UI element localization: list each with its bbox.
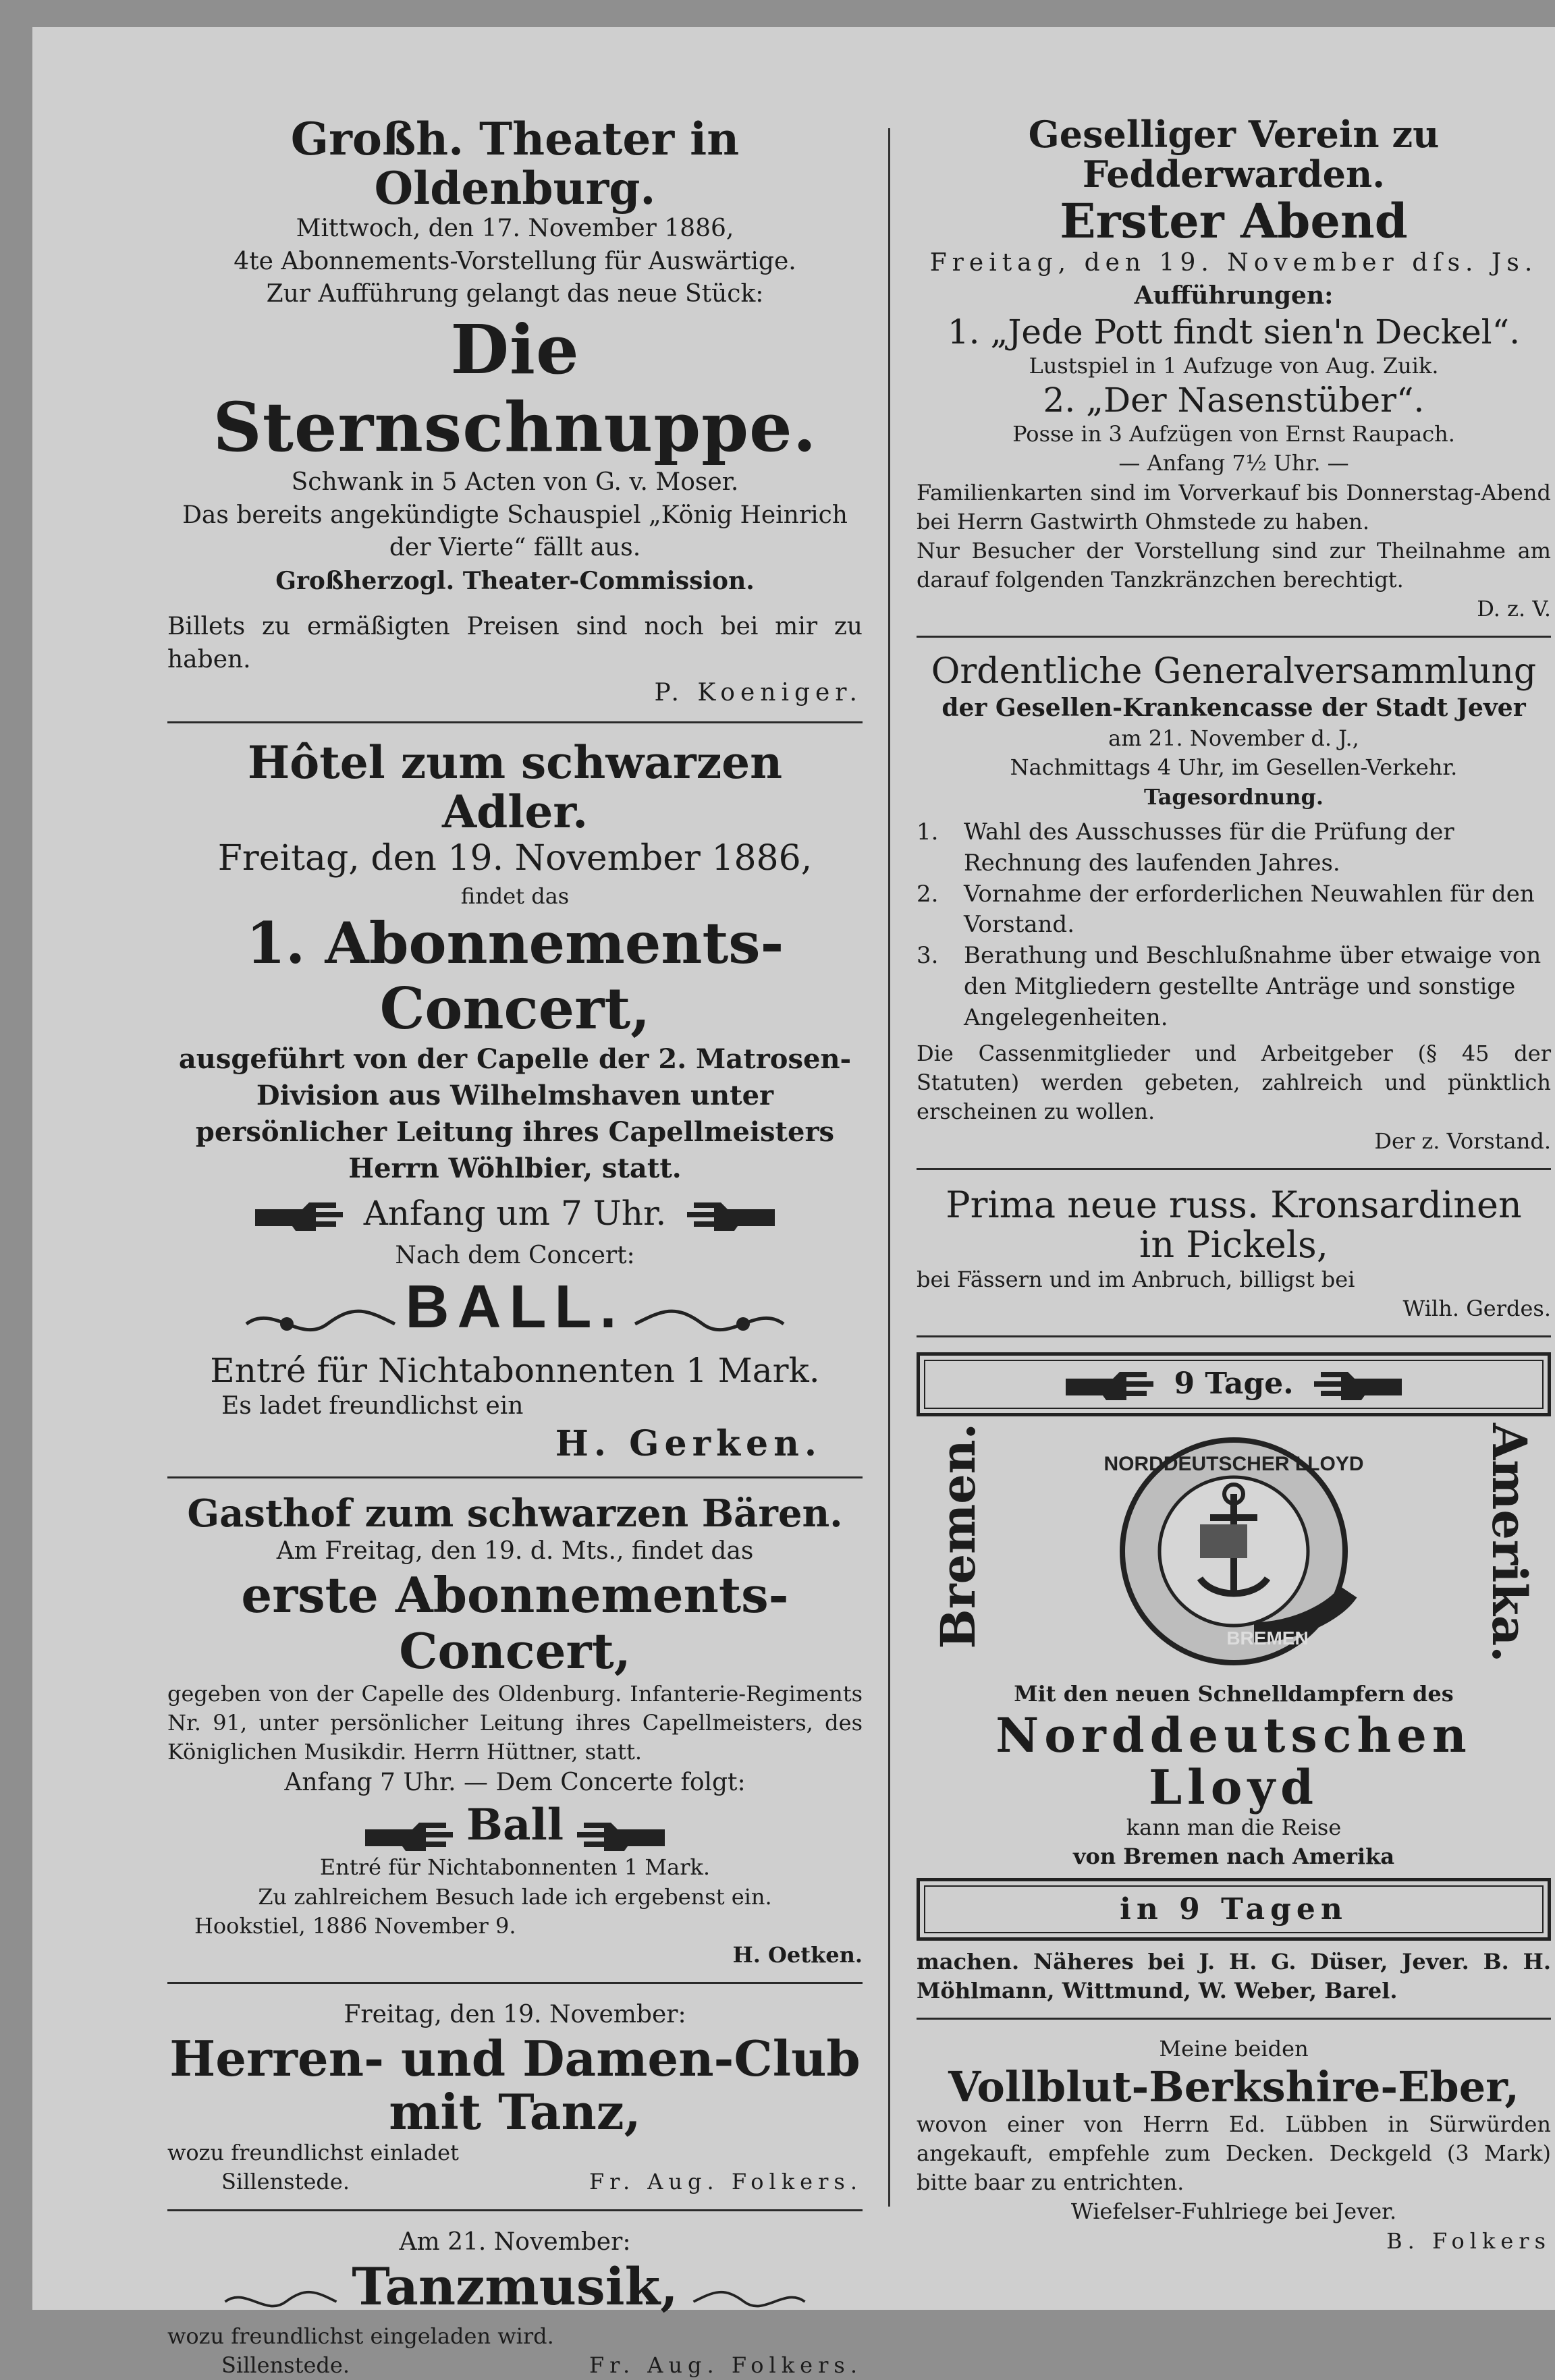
ad-line: Zur Aufführung gelangt das neue Stück:	[266, 280, 764, 308]
ad-line: findet das	[460, 883, 570, 909]
ad-line: Nach dem Concert:	[395, 1242, 635, 1270]
ad-sign: Fr. Aug. Folkers.	[589, 2352, 863, 2378]
norddeutscher-lloyd-seal-icon	[1099, 1430, 1369, 1673]
column-divider	[888, 128, 890, 2207]
ad-date: Am 21. November:	[399, 2227, 631, 2256]
ad-baeren	[167, 1493, 863, 1970]
ad-title: Geselliger Verein zu Fedderwarden.	[1028, 113, 1440, 196]
ad-text: kann man die Reise	[1126, 1814, 1342, 1840]
ad-sardinen	[917, 1185, 1551, 1323]
ad-invite: Es ladet freundlichst ein	[221, 1392, 524, 1420]
agenda-text: Vornahme der erforderlichen Neuwahlen für den Vorstand.	[964, 880, 1535, 939]
ad-place: Sillenstede.	[221, 2169, 350, 2195]
ad-text: Nur Besucher der Vorstellung sind zur Theilnahme am darauf folgenden Tanzkränzchen berechtigt.	[917, 537, 1551, 593]
ad-sign: B. Folkers	[1386, 2227, 1551, 2254]
divider	[167, 1476, 863, 1478]
divider	[167, 721, 863, 723]
ad-line: Anfang 7 Uhr. — Dem Concerte folgt:	[284, 1769, 746, 1797]
ornament-icon	[682, 2281, 817, 2322]
vertical-text-left: Bremen.	[930, 1423, 986, 1649]
ad-desc: gegeben von der Capelle des Oldenburg. Infanterie-Regiments Nr. 91, unter persönlicher Leitung ihres Capellmeisters, des Königlichen Musikdir. Herrn Hüttner, statt.	[167, 1680, 863, 1765]
ad-generalversammlung	[917, 653, 1551, 1155]
days-text: 9 Tage.	[1174, 1366, 1294, 1401]
ad-title: Prima neue russ. Kronsardinen	[946, 1183, 1522, 1226]
ad-tanz	[167, 2226, 863, 2380]
ad-desc: ausgeführt von der Capelle der 2. Matrosen-Division aus Wilhelmshaven unter persönlicher Leitung ihres Capellmeisters Herrn Wöhlbier, statt.	[178, 1043, 852, 1185]
ad-line: Das bereits angekündigte Schauspiel „König Heinrich der Vierte“ fällt aus.	[182, 501, 848, 562]
ad-text: Billets zu ermäßigten Preisen sind noch bei mir zu haben.	[167, 613, 863, 673]
agenda-title: Tagesordnung.	[1143, 783, 1324, 810]
ad-place: Wiefelser-Fuhlriege bei Jever.	[1070, 2198, 1397, 2225]
ad-line: Lustspiel in 1 Aufzuge von Aug. Zuik.	[1029, 352, 1439, 379]
ad-sign: P. Koeniger.	[654, 678, 863, 707]
days-box	[917, 1878, 1551, 1941]
ad-intro: Meine beiden	[1159, 2036, 1309, 2062]
pointing-hand-left-icon	[1304, 1368, 1405, 1402]
seal-bottom-text: BREMEN	[1226, 1628, 1309, 1649]
ad-date: am 21. November d. J.,	[1108, 725, 1359, 752]
ad-adler	[167, 738, 863, 1464]
left-column	[167, 115, 863, 2380]
ad-footer	[167, 2167, 863, 2196]
right-column	[917, 115, 1551, 2256]
ad-entry: Entré für Nichtabonnenten 1 Mark.	[319, 1854, 711, 1881]
ad-sign: H. Oetken.	[732, 1941, 863, 1968]
ad-club	[167, 1999, 863, 2196]
ad-title: Tanzmusik,	[352, 2257, 678, 2317]
ad-line: Posse in 3 Aufzügen von Ernst Raupach.	[1012, 421, 1455, 447]
agenda-item	[917, 879, 1551, 941]
ad-line: Aufführungen:	[1134, 281, 1334, 310]
ornament-icon	[240, 1297, 402, 1351]
ad-subtitle: Erster Abend	[1060, 192, 1408, 249]
ad-text: wovon einer von Herrn Ed. Lübben in Sürwürden angekauft, empfehle zum Decken. Deckgeld (3 Mark) bitte baar zu entrichten.	[917, 2111, 1551, 2196]
ad-text: von Bremen nach Amerika	[1072, 1843, 1395, 1869]
ad-footer	[167, 2351, 863, 2380]
ad-text: Mit den neuen Schnelldampfern des	[1014, 1681, 1454, 1707]
ad-invite: wozu freundlichst einladet	[167, 2140, 459, 2166]
ad-title: Gasthof zum schwarzen Bären.	[187, 1491, 843, 1536]
ad-theater	[167, 115, 863, 709]
lloyd-emblem-area	[917, 1423, 1551, 1680]
ad-date: Freitag, den 19. November dſs. Js.	[929, 248, 1538, 277]
ad-invite: wozu freundlichst eingeladen wird.	[167, 2323, 554, 2349]
ad-title: mit Tanz,	[389, 2082, 641, 2140]
ad-title: Hôtel zum schwarzen Adler.	[247, 736, 783, 838]
ad-place: Sillenstede.	[221, 2352, 350, 2378]
agenda-number: 1.	[917, 818, 939, 846]
divider	[917, 1335, 1551, 1337]
ad-line: Schwank in 5 Acten von G. v. Moser.	[291, 468, 739, 496]
ad-line: — Anfang 7½ Uhr. —	[1118, 450, 1349, 476]
agenda-item	[917, 941, 1551, 1034]
pointing-hand-right-icon	[362, 1819, 463, 1853]
seal-top-text: NORDDEUTSCHER LLOYD	[1103, 1453, 1364, 1476]
ad-lloyd	[917, 1352, 1551, 2005]
ad-date: Am Freitag, den 19. d. Mts., findet das	[276, 1537, 754, 1565]
ball-line	[167, 1273, 863, 1352]
agenda-list	[917, 817, 1551, 1034]
ball-title: Ball	[466, 1799, 564, 1850]
ad-title: in Pickels,	[1139, 1223, 1328, 1267]
pointing-hand-left-icon	[677, 1199, 778, 1233]
play-line: 2. „Der Nasenstüber“.	[1043, 381, 1425, 420]
ad-sign: Großherzogl. Theater-Commission.	[275, 566, 755, 595]
ad-title: Ordentliche Generalversammlung	[931, 651, 1537, 692]
ornament-icon	[213, 2281, 348, 2322]
vertical-text-right: Amerika.	[1481, 1423, 1537, 1663]
ad-sign: Fr. Aug. Folkers.	[589, 2169, 863, 2195]
ad-time: Nachmittags 4 Uhr, im Gesellen-Verkehr.	[1010, 754, 1458, 781]
ad-text: machen. Näheres bei J. H. G. Düser, Jever. B. H. Möhlmann, Wittmund, W. Weber, Barel.	[917, 1949, 1551, 2004]
start-line	[167, 1194, 863, 1233]
concert-title: 1. Abonnements-Concert,	[246, 910, 784, 1042]
divider	[167, 2209, 863, 2211]
ad-verein	[917, 115, 1551, 624]
play-title: Die Sternschnuppe.	[213, 309, 817, 467]
agenda-number: 3.	[917, 942, 939, 970]
divider	[917, 2018, 1551, 2020]
agenda-number: 2.	[917, 880, 939, 908]
ad-title: Vollblut-Berkshire-Eber,	[948, 2061, 1519, 2111]
ad-title: Herren- und Damen-Club	[169, 2029, 861, 2087]
ad-sign: Wilh. Gerdes.	[1402, 1295, 1551, 1321]
ad-eber	[917, 2035, 1551, 2255]
agenda-item	[917, 817, 1551, 879]
ad-line: Mittwoch, den 17. November 1886,	[296, 215, 734, 243]
agenda-text: Wahl des Ausschusses für die Prüfung der Rechnung des laufenden Jahres.	[964, 818, 1454, 877]
play-line: 1. „Jede Pott findt sien'n Deckel“.	[947, 312, 1521, 352]
ad-date: Freitag, den 19. November:	[344, 2001, 686, 2029]
ad-date: Freitag, den 19. November 1886,	[217, 838, 813, 879]
ad-invite: Zu zahlreichem Besuch lade ich ergebenst ein.	[258, 1883, 772, 1910]
ad-text: bei Fässern und im Anbruch, billigst bei	[917, 1266, 1355, 1292]
ad-sign: H. Gerken.	[555, 1422, 822, 1464]
company-title: Norddeutschen Lloyd	[995, 1707, 1472, 1815]
divider	[167, 1982, 863, 1984]
ad-sign: D. z. V.	[1477, 596, 1551, 622]
agenda-text: Berathung und Beschlußnahme über etwaige von den Mitgliedern gestellte Anträge und sonstige Angelegenheiten.	[964, 942, 1542, 1032]
ad-text: Familienkarten sind im Vorverkauf bis Donnerstag-Abend bei Herrn Gastwirth Ohmstede zu haben.	[917, 479, 1551, 534]
ad-text: Die Cassenmitglieder und Arbeitgeber (§ 45 der Statuten) werden gebeten, zahlreich und pünktlich erscheinen zu wollen.	[917, 1041, 1551, 1125]
ad-subtitle: der Gesellen-Krankencasse der Stadt Jever	[942, 693, 1526, 722]
tanz-title-line	[167, 2259, 863, 2322]
concert-title: erste Abonnements-Concert,	[241, 1566, 789, 1680]
pointing-hand-right-icon	[1062, 1368, 1164, 1402]
days-box	[917, 1352, 1551, 1417]
pointing-hand-right-icon	[252, 1199, 353, 1233]
ad-line: 4te Abonnements-Vorstellung für Auswärtige.	[234, 247, 796, 275]
ball-title: BALL.	[405, 1273, 625, 1341]
days-box-inner	[924, 1360, 1544, 1410]
newspaper-page	[32, 27, 1555, 2378]
days-box-inner: in 9 Tagen	[924, 1885, 1544, 1933]
divider	[917, 1168, 1551, 1170]
ad-place: Hookstiel, 1886 November 9.	[194, 1912, 516, 1939]
ball-line	[167, 1800, 863, 1854]
start-text: Anfang um 7 Uhr.	[363, 1194, 667, 1234]
ad-title: Großh. Theater in Oldenburg.	[290, 113, 740, 215]
divider	[917, 636, 1551, 638]
ornament-icon	[628, 1297, 790, 1351]
ad-sign: Der z. Vorstand.	[1374, 1128, 1551, 1154]
pointing-hand-left-icon	[567, 1819, 668, 1853]
ad-entry: Entré für Nichtabonnenten 1 Mark.	[210, 1351, 820, 1391]
